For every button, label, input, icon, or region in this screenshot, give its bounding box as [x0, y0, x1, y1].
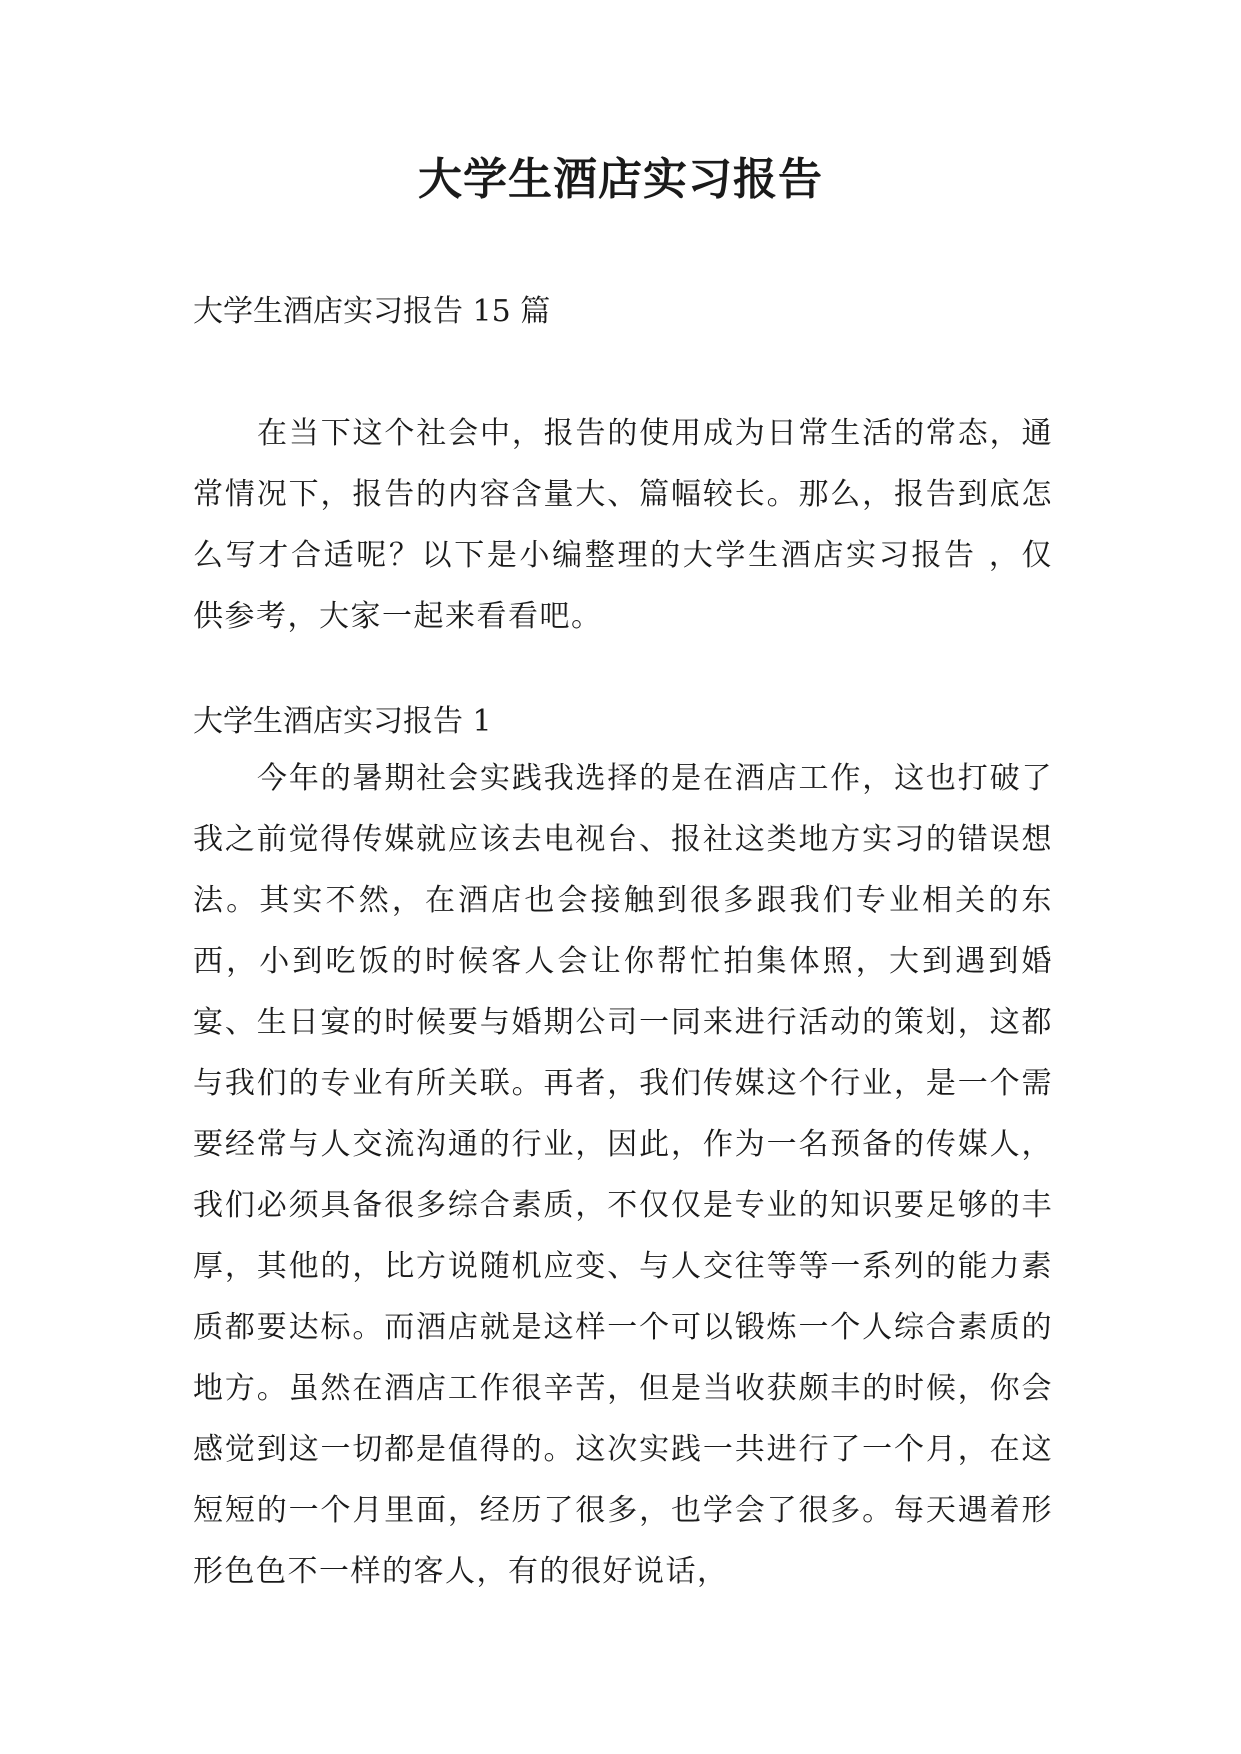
intro-paragraph: 在当下这个社会中，报告的使用成为日常生活的常态，通常情况下，报告的内容含量大、篇幅较长。那么，报告到底怎么写才合适呢？以下是小编整理的大学生酒店实习报告 ，仅供参考，大家一起来看看吧。: [193, 416, 1053, 634]
section-heading: 大学生酒店实习报告 1: [193, 704, 492, 739]
document-title: 大学生酒店实习报告: [418, 154, 823, 205]
document-subtitle: 大学生酒店实习报告 15 篇: [193, 294, 551, 329]
section-body-paragraph: 今年的暑期社会实践我选择的是在酒店工作，这也打破了我之前觉得传媒就应该去电视台、报社这类地方实习的错误想法。其实不然，在酒店也会接触到很多跟我们专业相关的东西，小到吃饭的时候客人会让你帮忙拍集体照，大到遇到婚宴、生日宴的时候要与婚期公司一同来进行活动的策划，这都与我们的专业有所关联。再者，我们传媒这个行业，是一个需要经常与人交流沟通的行业，因此，作为一名预备的传媒人，我们必须具备很多综合素质，不仅仅是专业的知识要足够的丰厚，其他的，比方说随机应变、与人交往等等一系列的能力素质都要达标。而酒店就是这样一个可以锻炼一个人综合素质的地方。虽然在酒店工作很辛苦，但是当收获颇丰的时候，你会感觉到这一切都是值得的。这次实践一共进行了一个月，在这短短的一个月里面，经历了很多，也学会了很多。每天遇着形形色色不一样的客人，有的很好说话，: [193, 761, 1053, 1589]
